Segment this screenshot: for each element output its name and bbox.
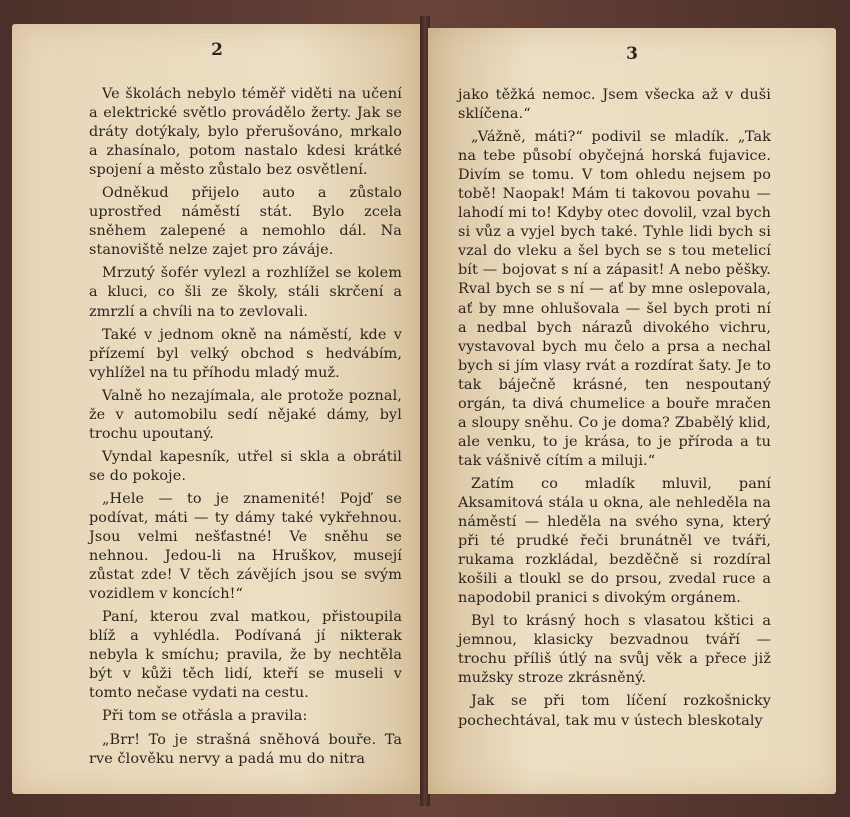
paragraph: „Hele — to je znamenité! Pojď se podívat, máti — ty dámy také vykřehnou. Jsou velmi nešťastné! Ve sněhu se nehnou. Jedou-li na Hruškov, musejí zůstat zde! V těch závějích jsou se svým vozidlem v koncích!“ (89, 490, 402, 603)
paragraph: Zatím co mladík mluvil, paní Aksamitová stála u okna, ale nehleděla na náměstí — hleděla na svého syna, který při té prudké řeči brunátněl ve tváři, rukama rozkládal, bezděčně si rozdíral košili a tloukl se do prsou, zvedal ruce a napodobil pranici s divokým orgánem. (458, 475, 771, 607)
left-page (12, 24, 422, 794)
paragraph: Mrzutý šofér vylezl a rozhlížel se kolem a kluci, co šli ze školy, stáli skrčení a zmrzlí a chvíli na to zevlovali. (89, 265, 402, 320)
paragraph: „Brr! To je strašná sněhová bouře. Ta rve člověku nervy a padá mu do nitra (89, 731, 402, 767)
paragraph: Valně ho nezajímala, ale protože poznal, že v automobilu sedí nějaké dámy, byl trochu upoutaný. (89, 387, 402, 442)
paragraph-continuation: jako těžká nemoc. Jsem všecka až v duši sklíčena.“ (458, 87, 771, 123)
paragraph: Také v jednom okně na náměstí, kde v přízemí byl velký obchod s hedvábím, vyhlížel na tu příhodu mladý muž. (89, 326, 402, 381)
paragraph: Odněkud přijelo auto a zůstalo uprostřed náměstí stát. Bylo zcela sněhem zalepené a nemohlo dál. Na stanoviště nelze zajet pro záváje. (89, 185, 402, 259)
left-page-text (89, 85, 402, 773)
right-page (428, 28, 836, 794)
right-page-text (458, 86, 771, 735)
paragraph: „Vážně, máti?“ podivil se mladík. „Tak na tebe působí obyčejná horská fujavice. Divím se tomu. V tom ohledu nejsem po tobě! Naopak! Mám ti takovou povahu — lahodí mi to! Kdyby otec dovolil, vzal bych si vůz a vyjel bych také. Tyhle lidi bych si vzal do vleku a šel bych se s tou metelicí bít — bojovat s ní a zápasit! A nebo pěšky. Rval bych se s ní — ať by mne oslepovala, ať by mne ohlušovala — šel bych proti ní a nedbal bych nárazů divokého vichru, vystavoval bych mu čelo a prsa a nechal bych si jím vlasy rvát a rozdírat šaty. Je to tak báječně krásné, ten nespoutaný orgán, ta divá chumelice a bouře mračen a sloupy sněhu. Co je doma? Zbabělý klid, ale venku, to je krása, to je příroda a tu tak vášnivě cítím a miluji.“ (458, 129, 771, 469)
page-number-right: 3 (626, 44, 638, 64)
paragraph: Vyndal kapesník, utřel si skla a obrátil se do pokoje. (89, 448, 402, 484)
page-number-left: 2 (211, 40, 223, 60)
paragraph: Ve školách nebylo téměř viděti na učení a elektrické světlo provádělo žerty. Jak se dráty dotýkaly, bylo přerušováno, mrkalo a zhasínalo, potom nastalo kdesi krátké spojení a město zůstalo bez osvětlení. (89, 86, 402, 179)
paragraph: Paní, kterou zval matkou, přistoupila blíž a vyhlédla. Podívaná jí nikterak nebyla k smíchu; pravila, že by nechtěla být v kůži těch lidí, kteří se museli v tomto nečase vydati na cestu. (89, 609, 402, 702)
paragraph: Při tom se otřásla a pravila: (102, 708, 308, 725)
paragraph: Byl to krásný hoch s vlasatou kštici a jemnou, klasicky bezvadnou tváří — trochu příliš útlý na svůj věk a přece již mužsky stroze zkrásněný. (458, 613, 771, 687)
paragraph: Jak se při tom líčení rozkošnicky pochechtával, tak mu v ústech bleskotaly (458, 693, 771, 729)
